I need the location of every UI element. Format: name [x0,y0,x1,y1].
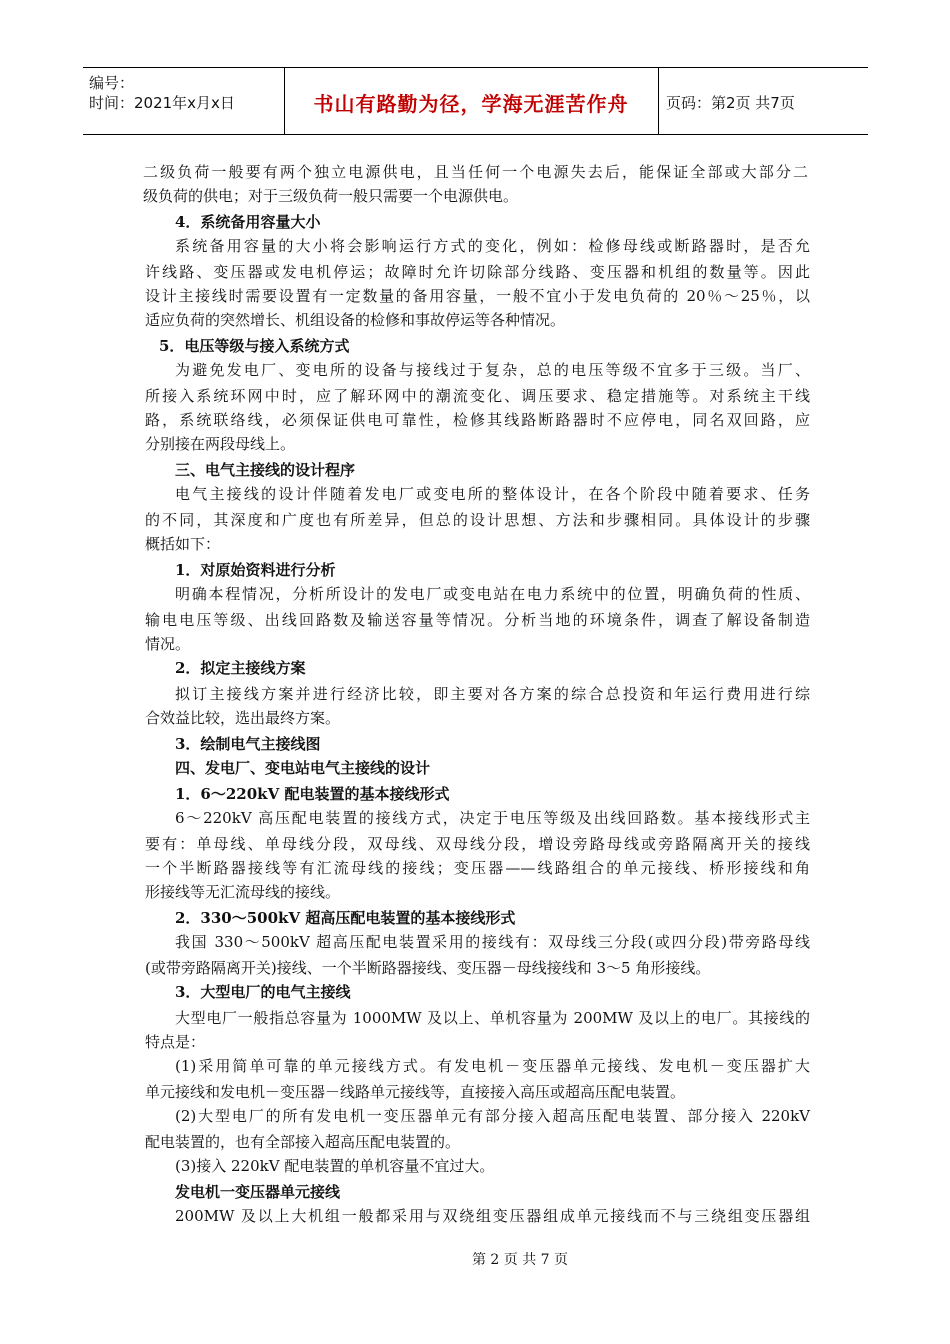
page-header [83,67,868,135]
document-date: 时间：2021年x月x日 [89,94,235,112]
header-page-cell [658,68,868,134]
body-line: 输电电压等级、出线回路数及输送容量等情况。分析当地的环境条件，调查了解设备制造 [145,611,810,629]
section-heading: 四、发电厂、变电站电气主接线的设计 [175,759,431,777]
body-line: 为避免发电厂、变电所的设备与接线过于复杂，总的电压等级不宜多于三级。当厂、 [175,361,810,379]
body-line: 200MW 及以上大机组一般都采用与双绕组变压器组成单元接线而不与三绕组变压器组 [175,1207,810,1225]
body-line: 级负荷的供电；对于三级负荷一般只需要一个电源供电。 [143,187,519,205]
body-line: (3)接入 220kV 配电装置的单机容量不宜过大。 [175,1157,495,1175]
header-motto-cell [284,68,659,134]
document-number: 编号： [89,74,135,92]
body-line: 单元接线和发电机－变压器－线路单元接线等，直接接入高压或超高压配电装置。 [145,1083,686,1101]
section-heading: 2．330～500kV 超高压配电装置的基本接线形式 [175,909,516,927]
body-line: 6～220kV 高压配电装置的接线方式，决定于电压等级及出线回路数。基本接线形式主 [175,809,810,827]
section-heading: 5．电压等级与接入系统方式 [159,337,350,355]
body-line: 我国 330～500kV 超高压配电装置采用的接线有：双母线三分段(或四分段)带旁路母线 [175,933,810,951]
header-page-info: 页码：第2页 共7页 [666,94,795,112]
section-heading: 2．拟定主接线方案 [175,659,306,677]
section-heading: 1．对原始资料进行分析 [175,561,336,579]
body-line: 拟订主接线方案并进行经济比较，即主要对各方案的综合总投资和年运行费用进行综 [175,685,810,703]
section-heading: 3．大型电厂的电气主接线 [175,983,351,1001]
body-line: (2)大型电厂的所有发电机一变压器单元有部分接入超高压配电装置、部分接入 220kV [175,1107,810,1125]
body-line: 电气主接线的设计伴随着发电厂或变电所的整体设计，在各个阶段中随着要求、任务 [175,485,810,503]
body-line: 明确本程情况，分析所设计的发电厂或变电站在电力系统中的位置，明确负荷的性质、 [175,585,810,603]
body-line: 形接线等无汇流母线的接线。 [145,883,341,901]
body-line: 适应负荷的突然增长、机组设备的检修和事故停运等各种情况。 [145,311,566,329]
body-line: 许线路、变压器或发电机停运；故障时允许切除部分线路、变压器和机组的数量等。因此 [145,263,810,281]
body-line: 所接入系统环网中时，应了解环网中的潮流变化、调压要求、稳定措施等。对系统主干线 [145,387,810,405]
body-line: 设计主接线时需要设置有一定数量的备用容量，一般不宜小于发电负荷的 20％～25％，以 [145,287,810,305]
body-line: 要有：单母线、单母线分段，双母线、双母线分段，增设旁路母线或旁路隔离开关的接线 [145,835,810,853]
body-line: 配电装置的，也有全部接入超高压配电装置的。 [145,1133,461,1151]
body-line: 路，系统联络线，必须保证供电可靠性，检修其线路断路器时不应停电，同名双回路，应 [145,411,810,429]
body-line: (或带旁路隔离开关)接线、一个半断路器接线、变压器－母线接线和 3～5 角形接线。 [145,959,711,977]
header-meta-cell [83,68,285,134]
section-heading: 1．6～220kV 配电装置的基本接线形式 [175,785,450,803]
body-line: 合效益比较，选出最终方案。 [145,709,341,727]
body-line: 情况。 [145,635,191,653]
body-line: 的不同，其深度和广度也有所差异，但总的设计思想、方法和步骤相同。具体设计的步骤 [145,511,810,529]
section-heading: 三、电气主接线的设计程序 [175,461,356,479]
section-heading: 4．系统备用容量大小 [175,213,321,231]
section-heading: 发电机一变压器单元接线 [175,1183,341,1201]
body-line: 系统备用容量的大小将会影响运行方式的变化，例如：检修母线或断路器时，是否允 [175,237,810,255]
body-line: (1)采用简单可靠的单元接线方式。有发电机－变压器单元接线、发电机－变压器扩大 [175,1057,810,1075]
body-line: 二级负荷一般要有两个独立电源供电，且当任何一个电源失去后，能保证全部或大部分二 [143,163,808,181]
body-line: 大型电厂一般指总容量为 1000MW 及以上、单机容量为 200MW 及以上的电厂。其接线的 [175,1009,810,1027]
body-line: 分别接在两段母线上。 [145,435,296,453]
body-line: 特点是： [145,1033,206,1051]
page-footer: 第 2 页 共 7 页 [471,1252,569,1268]
body-line: 概括如下： [145,535,221,553]
header-motto: 书山有路勤为径，学海无涯苦作舟 [313,92,629,116]
body-line: 一个半断路器接线等有汇流母线的接线；变压器——线路组合的单元接线、桥形接线和角 [145,859,810,877]
section-heading: 3．绘制电气主接线图 [175,735,321,753]
